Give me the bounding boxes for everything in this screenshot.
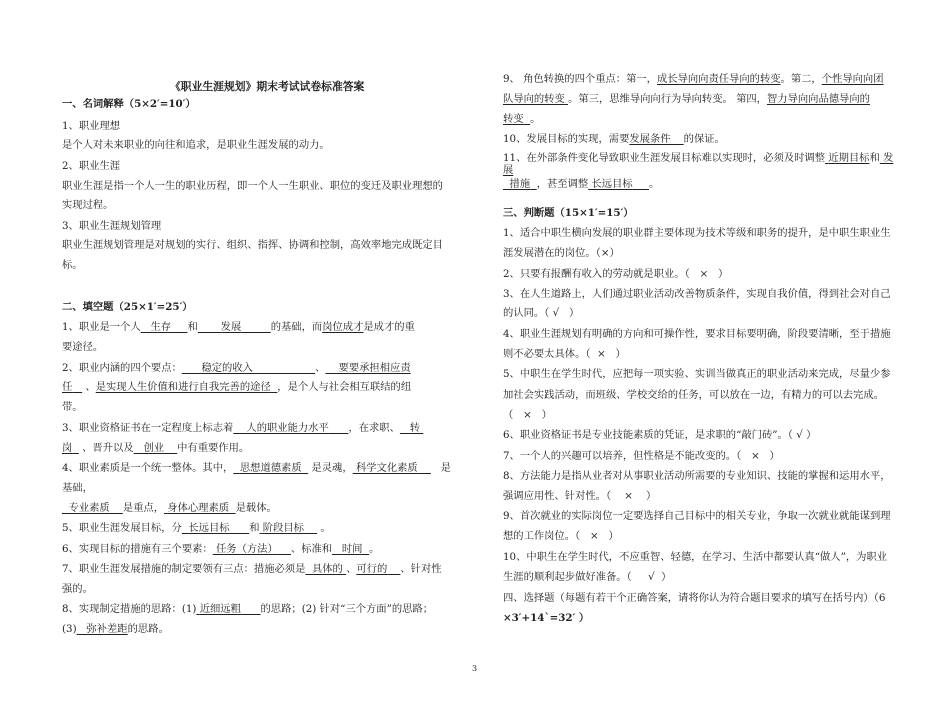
judge-mark: ×	[751, 450, 760, 462]
fill-question-4: 4、职业素质是一个统一整体。其中， 思想道德素质 是灵魂， 科学文化素质 是	[62, 462, 451, 474]
judge-item-7: 7、一个人的兴趣可以培养，但性格是不能改变的。（ × ）	[503, 450, 780, 462]
fill-question-3: 3、职业资格证书在一定程度上标志着 人的职业能力水平 ，在求职、 转	[62, 421, 423, 435]
section1-heading: 一、名词解释（5×2′=10′）	[62, 98, 196, 110]
judge-item-1-cont: 涯发展潜在的岗位。（×）	[503, 247, 620, 259]
blank-answer: 近期目标	[828, 152, 870, 164]
judge-mark: ×	[597, 348, 606, 360]
blank-answer: 转变	[503, 113, 524, 125]
fill-question-11: 11、在外部条件变化导致职业生涯发展目标难以实现时，必须及时调整 近期目标和 发	[503, 152, 894, 164]
blank-answer: 成长导向向责任导向的转变	[656, 73, 781, 85]
fill-question-11-mid	[503, 163, 513, 177]
judge-item-10: 10、中职生在学生时代，不应重智、轻德，在学习、生活中都要认真“做人”，为职业	[503, 551, 888, 563]
blank-answer: 措施	[509, 178, 531, 190]
term-answer-3: 标。	[62, 259, 83, 271]
fill-question-9-end: 转变 。	[503, 113, 541, 125]
blank-answer: 时间	[341, 543, 363, 555]
fill-question-5: 5、职业生涯发展目标，分 长远目标 和 阶段目标 。	[62, 522, 331, 534]
blank-answer: 近细远粗	[199, 603, 241, 615]
term-answer-3: 职业生涯规划管理是对规划的实行、组织、指挥、协调和控制，高效率地完成既定目	[62, 239, 443, 251]
judge-item-8: 8、方法能力是指从业者对从事职业活动所需要的专业知识、技能的掌握和运用水平，	[503, 470, 891, 482]
fill-question-9: 9、 角色转换的四个重点：第一，成长导向向责任导向的转变。第二，个性导向向团	[503, 73, 884, 85]
blank-answer: 可行的	[356, 563, 388, 575]
blank-answer: 是实现人生价值和进行自我完善的途径	[95, 381, 271, 393]
blank-answer: 个性导向向团	[821, 73, 884, 85]
blank-answer: 队导向的转变	[503, 93, 565, 105]
judge-mark: ×	[699, 268, 709, 280]
section2-heading: 二、填空题（25×1′=25′）	[62, 301, 193, 313]
fill-question-7: 7、职业生涯发展措施的制定要领有三点：措施必须是 具体的 、可行的 、针对性	[62, 563, 442, 575]
section4-heading: 四、选择题（每题有若干个正确答案，请将你认为符合题目要求的填写在括号内）（6	[503, 592, 886, 604]
term-question-3: 3、职业生涯规划管理	[62, 220, 162, 232]
judge-item-5: 5、中职生在学生时代，应把每一项实验、实训当做真正的职业活动来完成，尽量少参	[503, 368, 891, 380]
judge-item-5-mark: （ × ）	[503, 409, 552, 421]
blank-answer: 展	[503, 164, 514, 176]
blank-answer: 专业素质	[68, 502, 110, 514]
judge-mark: ×	[523, 409, 532, 421]
judge-mark: √	[648, 571, 655, 583]
page-number: 3	[472, 664, 478, 673]
fill-question-3-cont: 岗 、晋升以及 创业 中有重要作用。	[62, 442, 250, 454]
judge-item-1: 1、适合中职生横向发展的职业群主要体现为技术等级和职务的提升，是中职生职业生	[503, 227, 891, 239]
fill-question-2-cont: 任 、是实现人生价值和进行自我完善的途径 ，是个人与社会相互联结的纽	[62, 381, 412, 393]
judge-mark: ×	[600, 247, 610, 259]
blank-answer: 任	[62, 381, 73, 393]
fill-question-8-cont: (3) 弥补差距的思路。	[62, 623, 169, 635]
blank-answer: 发展条件	[629, 133, 671, 145]
blank-answer: 具体的	[311, 563, 343, 575]
fill-question-7-cont: 强的。	[62, 583, 93, 595]
section3-heading: 三、判断题（15×1′=15′）	[503, 207, 634, 219]
fill-question-2: 2、职业内涵的四个要点： 稳定的收入 、 要要承担相应责	[62, 362, 411, 374]
fill-question-6: 6、实现目标的措施有三个要素： 任务（方法） 、标准和 时间 。	[62, 543, 380, 555]
blank-answer: 人的职业能力水平	[246, 422, 329, 434]
fill-question-11-cont: 措施 ，甚至调整 长远目标 。	[503, 177, 659, 191]
term-answer-2: 职业生涯是指一个人一生的职业历程，即一个人一生职业、职位的变迁及职业理想的	[62, 180, 443, 192]
term-answer-2: 实现过程。	[62, 199, 114, 211]
blank-answer: 长远目标	[188, 522, 230, 534]
judge-item-3: 3、在人生道路上，人们通过职业活动改善物质条件，实现自我价值，得到社会对自己	[503, 288, 891, 300]
judge-mark: √	[552, 307, 560, 319]
judge-item-4: 4、职业生涯规划有明确的方向和可操作性，要求目标要明确，阶段要清晰，至于措施	[503, 328, 891, 340]
judge-item-3-cont: 的认同。（ √ ）	[503, 307, 580, 319]
judge-item-10-cont: 生涯的顺利起步做好准备。（ √ ）	[503, 571, 672, 583]
fill-question-2-end: 带。	[62, 401, 83, 413]
blank-answer: 智力导向向品德导向的	[766, 93, 870, 105]
blank-answer: 岗	[62, 442, 73, 454]
blank-answer: 稳定的收入	[201, 362, 253, 374]
blank-answer: 发展	[220, 321, 242, 333]
judge-item-5-cont: 加社会实践活动，而班级、学校交给的任务，可以放在一边，有精力的可以去完成。	[503, 389, 884, 401]
judge-item-9-cont: 想的工作岗位。（ × ）	[503, 530, 619, 542]
blank-answer: 发	[883, 152, 894, 164]
page-title: 《职业生涯规划》期末考试试卷标准答案	[170, 80, 365, 93]
judge-mark: √	[796, 429, 803, 441]
blank-answer: 思想道德素质	[239, 462, 302, 474]
fill-question-10: 10、发展目标的实现，需要发展条件 的保证。	[503, 133, 725, 145]
blank-answer: 身体心理素质	[167, 502, 230, 514]
fill-question-1-cont: 要途径。	[62, 341, 104, 353]
term-answer-1: 是个人对未来职业的向往和追求，是职业生涯发展的动力。	[62, 139, 330, 151]
blank-answer: 岗位成才	[322, 321, 364, 333]
section4-heading-cont: ×3′+14`=32′ ）	[503, 612, 590, 624]
blank-answer: 任务（方法）	[216, 543, 278, 555]
blank-answer: 长远目标	[591, 178, 633, 190]
blank-answer: 科学文化素质	[355, 462, 418, 474]
blank-answer: 阶段目标	[262, 522, 304, 534]
blank-answer: 要要承担相应责	[338, 362, 411, 374]
judge-item-6: 6、职业资格证书是专业技能素质的凭证，是求职的“敲门砖”。（ √ ）	[503, 429, 817, 441]
fill-question-8: 8、实现制定措施的思路：(1) 近细远粗 的思路；(2) 针对“三个方面”的思路；	[62, 603, 434, 615]
term-question-2: 2、职业生涯	[62, 160, 121, 172]
fill-question-4-cont: 基础，	[62, 482, 93, 494]
judge-item-9: 9、首次就业的实际岗位一定要选择自己目标中的相关专业，争取一次就业就能谋到理	[503, 510, 891, 522]
judge-mark: ×	[590, 530, 599, 542]
blank-answer: 转	[409, 422, 421, 434]
fill-question-9-cont: 队导向的转变 。第三，思维导向向行为导向转变。 第四，智力导向向品德导向的	[503, 93, 870, 105]
blank-answer: 创业	[143, 442, 165, 454]
judge-item-8-cont: 强调应用性、针对性。（ × ）	[503, 490, 657, 502]
judge-item-4-cont: 则不必要太具体。（ × ）	[503, 348, 626, 360]
blank-answer: 生存	[150, 321, 172, 333]
fill-question-4-end: 专业素质 是重点， 身体心理素质 是载体。	[62, 501, 277, 515]
term-question-1: 1、职业理想	[62, 120, 121, 132]
judge-mark: ×	[624, 490, 633, 502]
fill-question-1: 1、职业是一个人 生存 和 发展 的基础，而岗位成才是成才的重	[62, 321, 415, 333]
blank-answer: 弥补差距	[86, 623, 128, 635]
judge-item-2: 2、只要有报酬有收入的劳动就是职业。（ × ）	[503, 268, 729, 280]
